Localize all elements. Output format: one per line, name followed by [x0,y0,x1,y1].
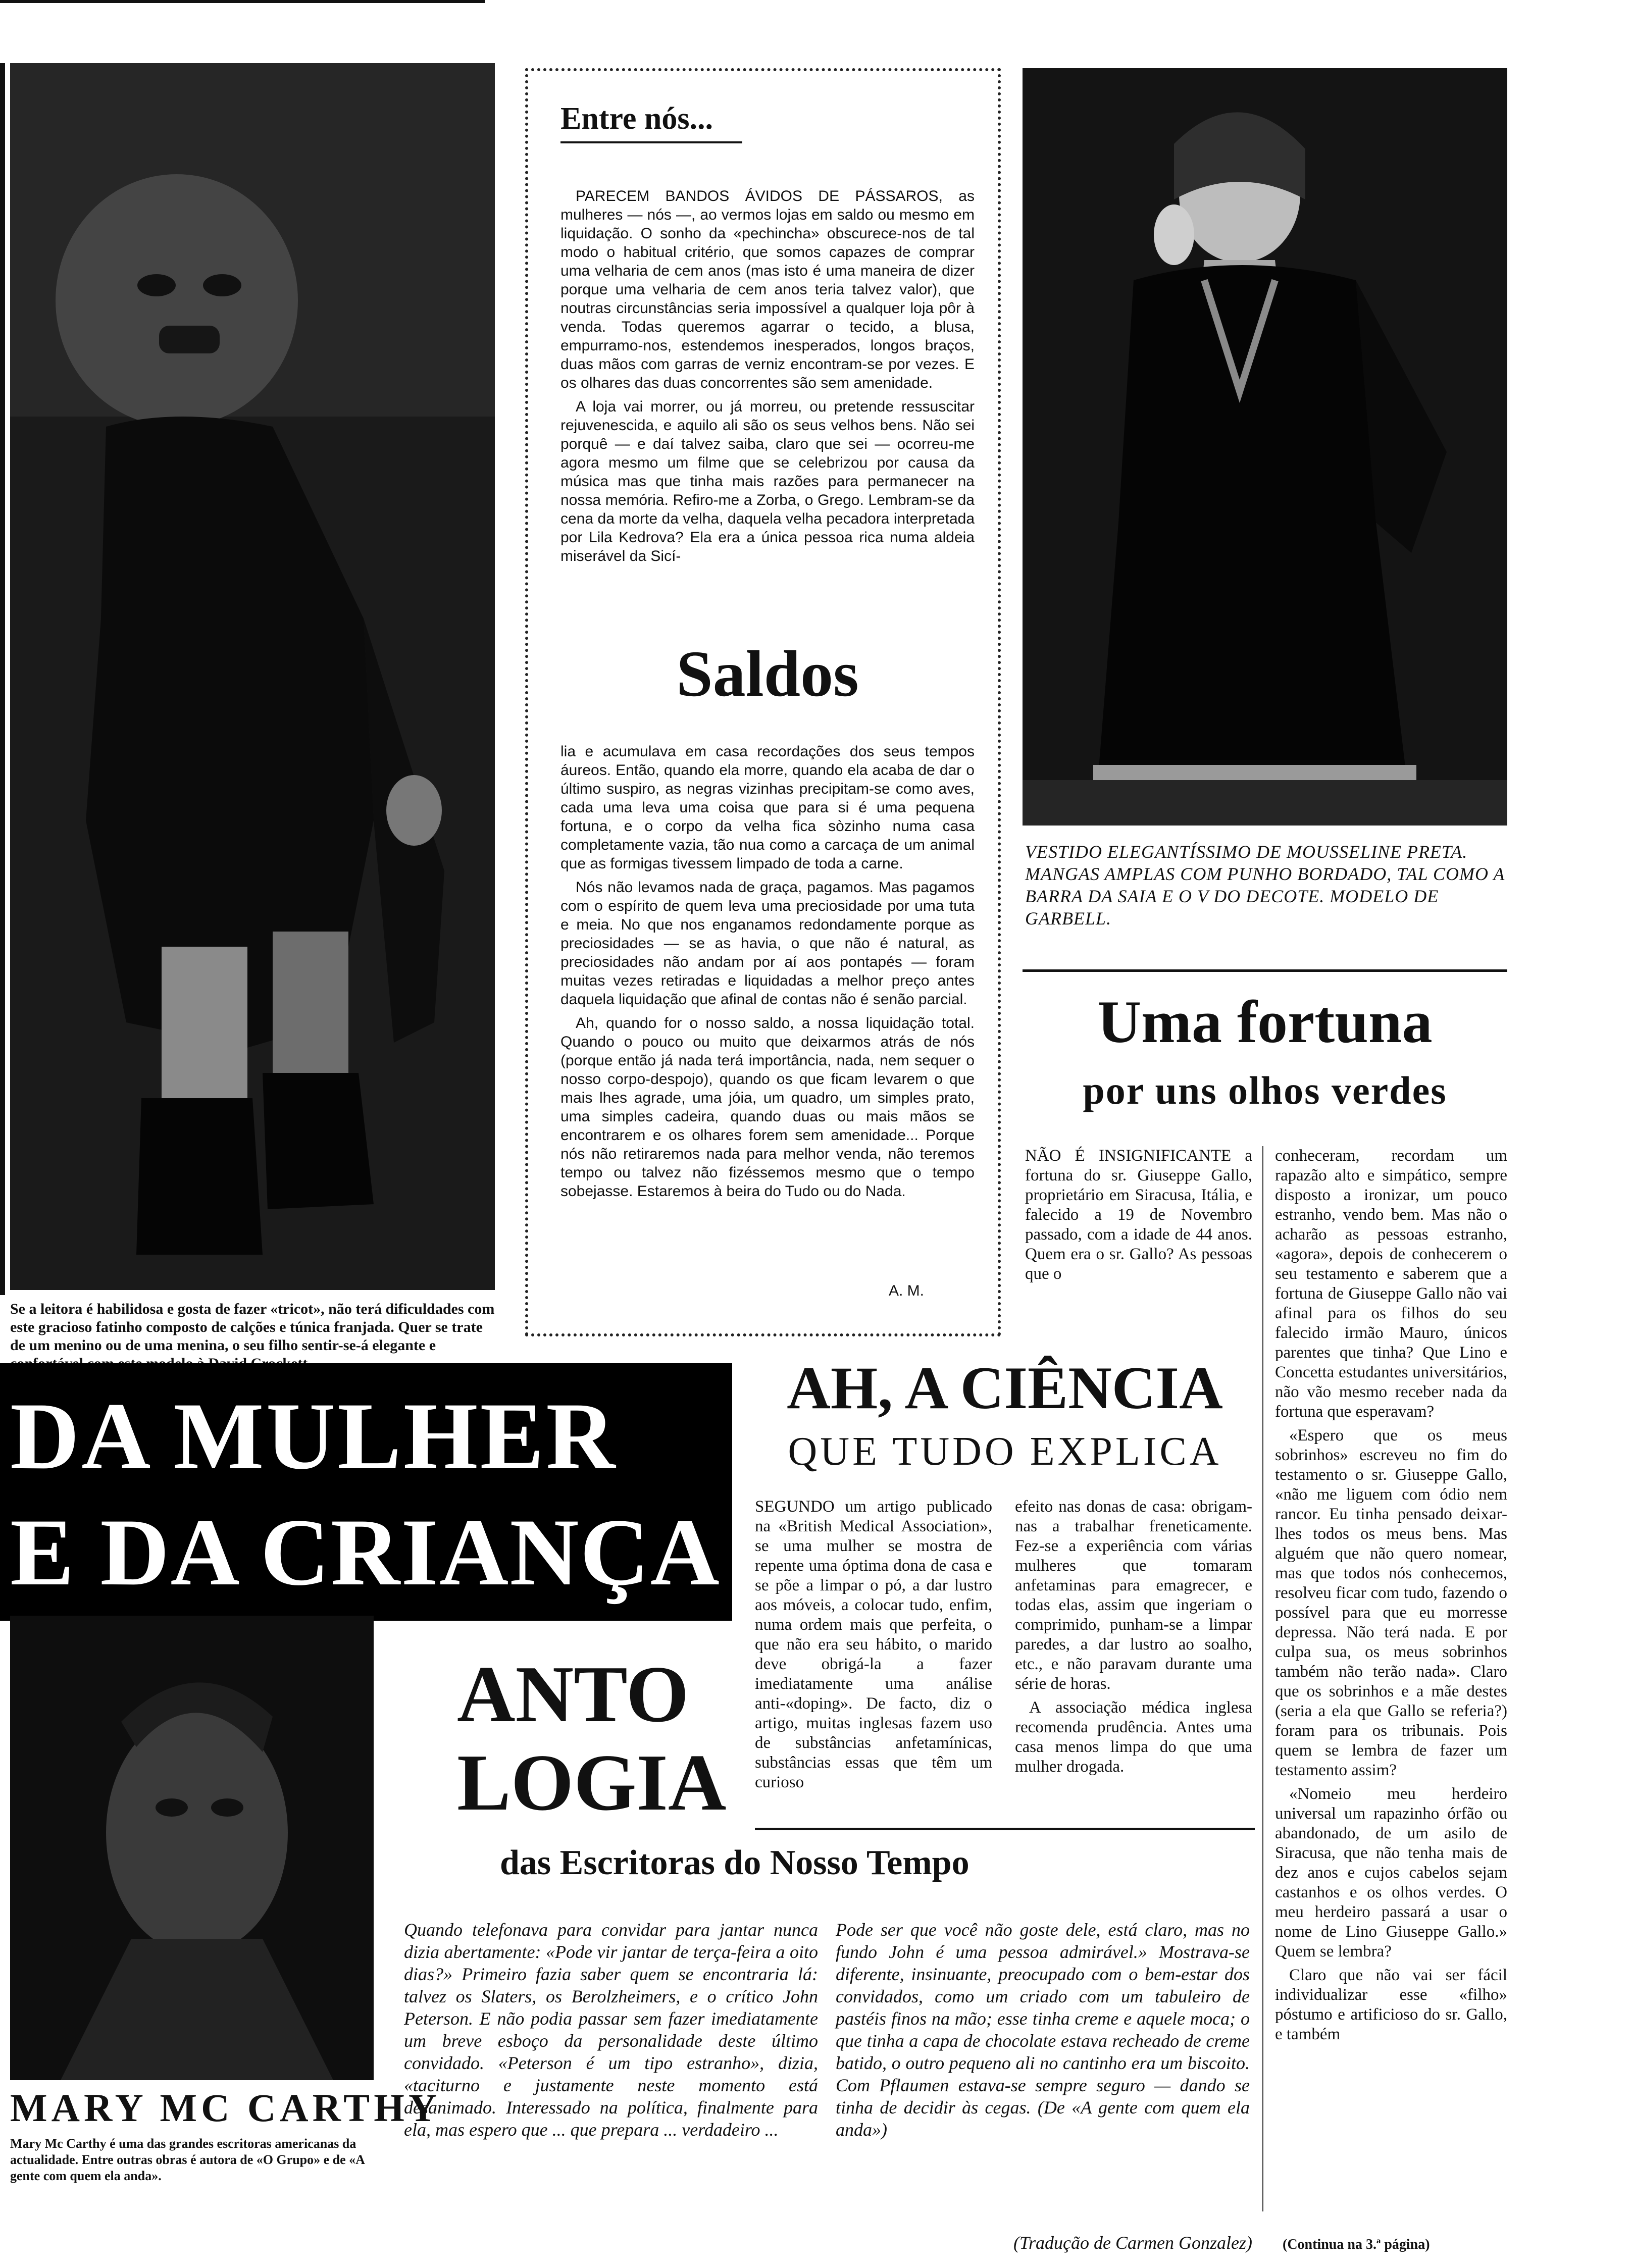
masthead-line1: DA MULHER [10,1383,618,1489]
entre-nos-heading: Entre nós... [560,101,713,136]
ciencia-bottom-rule [755,1828,1255,1830]
entre-nos-paragraph: PARECEM BANDOS ÁVIDOS DE PÁSSAROS, as mulheres — nós —, ao vermos lojas em saldo ou mesmo em liquidação. O sonho da «pechincha» obscurece-nos de tal modo o habitual critério, que somos capazes de comprar uma velharia de cem anos (mas isto é uma maneira de dizer porque uma velharia de cem anos teria talvez valor), que noutras circunstâncias seria impossível a qualquer loja pôr à venda. Todas queremos agarrar o tecido, a blusa, empurramo-nos, estendemos inesperados, longos braços, duas mãos com garras de verniz encontram-se por vezes. E os olhares das duas concorrentes são sem amenidade. [560,188,975,391]
fortuna-paragraph: «Nomeio meu herdeiro universal um rapazinho órfão ou abandonado, de um asilo de Siracusa, que não tenha mais de dez anos e cujos cabelos sejam castanhos e os olhos verdes. O meu herdeiro passará a usar o nome de Lino Giuseppe Gallo.» Quem se lembra? [1275,1785,1507,1961]
antologia-col2-text: Pode ser que você não goste dele, está claro, mas no fundo John é uma pessoa admirável.» Mostrava-se diferente, insinuante, preocupado com o bem-estar dos convidados, como um criado com um tabuleiro de pastéis finos na mão; esse tinha creme e aquele moca; o que tinha a capa de chocolate estava recheado de creme batido, o outro pequeno ali no cantinho era um biscoito. Com Pflaumen estava-se sempre seguro — dando se tinha de decidir às cegas. [836,1920,1250,2118]
child-knit-photo [10,63,495,1290]
antologia-col1: Quando telefonava para convidar para jantar nunca dizia abertamente: «Pode vir jantar de terça-feira a oito dias?» Primeiro fazia saber quem se encontraria lá: talvez os Slaters, os Berolzheimers, e o crítico John Peterson. E não podia passar sem fazer imediatamente um breve esboço da personalidade deste último convidado. «Peterson é um tipo estranho», dizia, «taciturno e justamente neste momento está desanimado. Interessado na política, finalmente para ela, mas espero que ... que prepara ... verdadeiro ... [404,1920,818,2140]
entre-nos-heading-rule [560,141,742,143]
mousseline-dress-photo [1023,68,1507,826]
top-rule [0,0,485,3]
fortuna-continued: (Continua na 3.ª página) [1283,2237,1430,2252]
fortuna-subtitle: por uns olhos verdes [1083,1068,1447,1112]
caption-bottom-rule [1023,969,1507,972]
antologia-subtitle: das Escritoras do Nosso Tempo [500,1843,969,1882]
mary-mccarthy-photo [10,1616,374,2080]
antologia-translator: (Tradução de Carmen Gonzalez) [1013,2233,1252,2253]
entre-nos-paragraph: lia e acumulava em casa recordações dos seus tempos áureos. Então, quando ela morre, quando ela acaba de dar o último suspiro, as negras vizinhas precipitam-se como aves, cada uma leva uma coisa que para si é uma pequena fortuna, e o corpo da velha fica sòzinho numa casa completamente vazia, tão nua como a carcaça de um animal que as formigas tivessem limpado de toda a carne. [560,743,975,872]
ciencia-subtitle: QUE TUDO EXPLICA [788,1429,1222,1474]
mousseline-dress-caption: VESTIDO ELEGANTÍSSIMO DE MOUSSELINE PRETA. MANGAS AMPLAS COM PUNHO BORDADO, TAL COMO A BARRA DA SAIA E O V DO DECOTE. MODELO DE GARBELL. [1025,842,1505,929]
antologia-title-line2: LOGIA [457,1737,727,1827]
left-edge-rule [0,63,5,1295]
fortuna-column-divider [1262,1146,1263,2211]
mary-mccarthy-name: MARY MC CARTHY [10,2086,441,2130]
ciencia-paragraph: efeito nas donas de casa: obrigam-nas a trabalhar freneticamente. Fez-se a experiência com várias mulheres que tomaram anfetaminas para emagrecer, e todas elas, assim que ingeriam o comprimido, punham-se a limpar paredes, a dar lustro ao soalho, etc., e não paravam durante uma série de horas. [1015,1498,1252,1693]
fortuna-col2 [1275,1146,1507,2048]
masthead-line2: E DA CRIANÇA [10,1500,721,1606]
antologia-title-line1: ANTO [457,1649,689,1739]
antologia-col2 [836,1919,1250,2141]
fortuna-paragraph: conheceram, recordam um rapazão alto e simpático, sempre disposto a ironizar, um pouco estranho, vendo bem. Mas não o acharão as pessoas estranho, «agora», depois de conhecerem o seu testamento e saberem que a fortuna de Giuseppe Gallo não vai afinal para os filhos do seu falecido irmão Mauro, únicos parentes que tinha? Que Lino e Concetta estudantes universitários, não vão mesmo receber nada da fortuna que esperavam? [1275,1147,1507,1421]
ciencia-title: AH, A CIÊNCIA [787,1354,1223,1421]
fortuna-col1: NÃO É INSIGNIFICANTE a fortuna do sr. Giuseppe Gallo, proprietário em Siracusa, Itália, e falecido a 19 de Novembro passado, com a idade de 44 anos. Quem era o sr. Gallo? As pessoas que o [1025,1147,1252,1283]
fortuna-paragraph: «Espero que os meus sobrinhos» escreveu no fim do testamento o sr. Giuseppe Gallo, «não me liguem com ódio nem rancor. Eu tinha pensado deixar-lhes todos os meus bens. Mas alguém que não quero nomear, mas que todos nós conhecemos, resolveu ficar com tudo, fazendo o possível para que eu morresse depressa. Não terá nada. E por culpa sua, os meus sobrinhos também não terão nada». Claro que os sobrinhos e a mãe destes (seria a ela que Gallo se referia?) foram para os tribunais. Pois quem se lembra de fazer um testamento assim? [1275,1426,1507,1779]
mary-mccarthy-caption: Mary Mc Carthy é uma das grandes escritoras americanas da actualidade. Entre outras obras é autora de «O Grupo» e de «A gente com quem ela anda». [10,2136,365,2183]
ciencia-paragraph: A associação médica inglesa recomenda prudência. Antes uma casa menos limpa do que uma mulher drogada. [1015,1698,1252,1776]
fortuna-paragraph: Claro que não vai ser fácil individualizar esse «filho» póstumo e artificioso do sr. Gallo, e também [1275,1966,1507,2043]
child-knit-caption: Se a leitora é habilidosa e gosta de fazer «tricot», não terá dificuldades com este gracioso fatinho composto de calções e túnica franjada. Quer se trate de um menino ou de uma menina, o seu filho sentir-se-á elegante e [10,1301,495,1354]
saldos-title: Saldos [676,638,859,710]
entre-nos-paragraph: Ah, quando for o nosso saldo, a nossa liquidação total. Quando o pouco ou muito que deixarmos atrás de nós (porque então já nada terá importância, nada, nem sequer o nosso corpo-despojo), quando os que ficam levarem o que mais lhes agrade, uma jóia, um quadro, um simples prato, uma simples cadeira, quando duas ou mais mãos se encontrarem e os olhares forem sem amenidade... Porque nós não retiraremos nada para melhor venda, não teremos tempo ou talvez não fizéssemos mesmo que o tempo sobejasse. Estaremos à beira do Tudo ou do Nada. [560,1015,975,1200]
ciencia-col1: SEGUNDO um artigo publicado na «British Medical Association», se uma mulher se mostra de repente uma óptima dona de casa e se põe a limpar o pó, a dar lustro aos móveis, a colocar tudo, enfim, numa ordem mais que perfeita, o que não era seu hábito, o marido deve obrigá-la a fazer imediatamente uma análise anti-«doping». De facto, diz o artigo, muitas inglesas fazem uso de substâncias anfetamínicas, substâncias essas que têm um curioso [755,1498,992,1791]
entre-nos-body-bottom [560,742,975,1206]
entre-nos-paragraph: Nós não levamos nada de graça, pagamos. Mas pagamos com o espírito de quem leva uma preciosidade por uma tuta e meia. No que nos enganamos redondamente porque as preciosidades — se as havia, o que não é natural, as preciosidades não andam por aí aos pontapés — foram muitas vezes retiradas e liquidadas a melhor preço antes daquela liquidação que afinal de contas não é senão parcial. [560,879,975,1008]
entre-nos-body-top [560,187,975,571]
entre-nos-paragraph: A loja vai morrer, ou já morreu, ou pretende ressuscitar rejuvenescida, e aquilo ali são os seus velhos bens. Não sei porquê — e daí talvez saiba, claro que sei — ocorreu-me agora mesmo um filme que se celebrizou por causa da música mas que tinha mais razões para permanecer na nossa memória. Refiro-me a Zorba, o Grego. Lembram-se da cena da morte da velha, daquela velha pecadora interpretada por Lila Kedrova? Ela era a única pessoa rica numa aldeia miserável da Sicí- [560,398,975,564]
ciencia-col2 [1015,1497,1252,1781]
fortuna-title: Uma fortuna [1097,988,1433,1055]
entre-nos-signature: A. M. [889,1282,925,1299]
antologia-col2-end: (De «A gente com quem ela anda») [836,2097,1250,2140]
